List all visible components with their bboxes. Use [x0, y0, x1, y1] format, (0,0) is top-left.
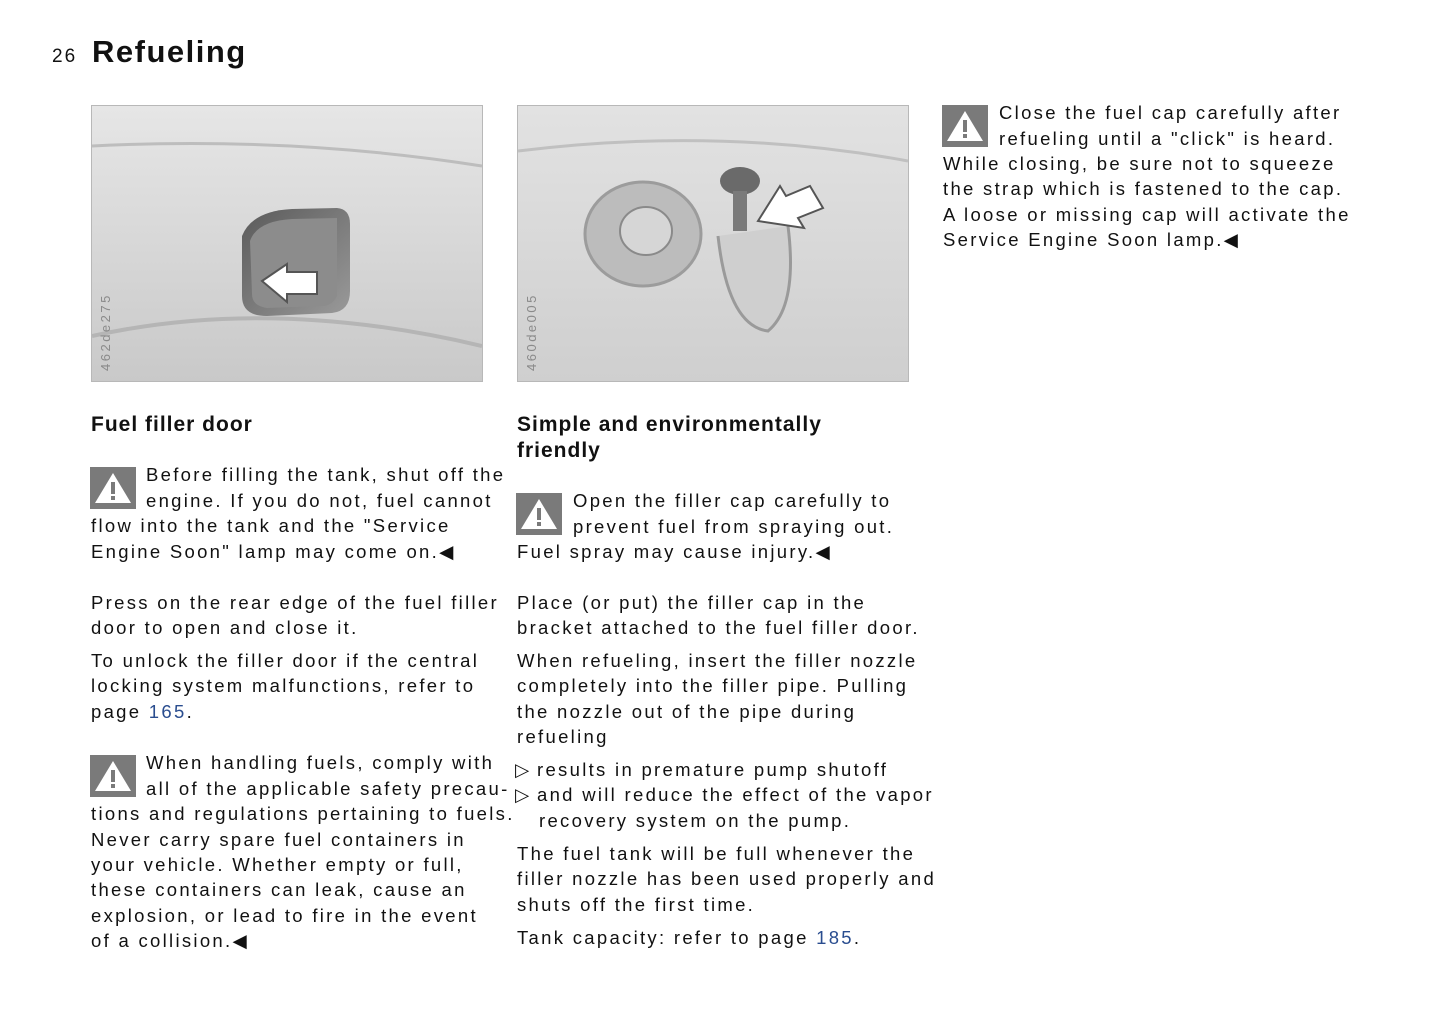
paragraph-line: To unlock the filler door if the central	[91, 650, 480, 671]
paragraph-line: bracket attached to the fuel filler door.	[517, 617, 920, 638]
section-heading: Fuel filler door	[91, 413, 253, 436]
paragraph-line: completely into the filler pipe. Pulling	[517, 675, 909, 696]
warning-text-line: prevent fuel from spraying out.	[573, 516, 895, 537]
warning-text-line: flow into the tank and the "Service	[91, 515, 451, 536]
warning-text-line: While closing, be sure not to squeeze	[943, 153, 1336, 174]
fuel-filler-door-image	[91, 105, 483, 382]
list-item: ▷ and will reduce the effect of the vapor	[515, 782, 934, 808]
fuel-cap-bracket-image	[517, 105, 909, 382]
page-title: Refueling	[92, 34, 247, 69]
paragraph-line: Tank capacity: refer to page 185.	[517, 927, 862, 948]
bullet-icon: ▷	[515, 784, 532, 805]
warning-text-line: Close the fuel cap carefully after	[999, 102, 1342, 123]
list-item: ▷ results in premature pump shutoff	[515, 757, 888, 783]
warning-text-line: engine. If you do not, fuel cannot	[146, 490, 493, 511]
paragraph-line: Press on the rear edge of the fuel filler	[91, 592, 499, 613]
paragraph-line: filler nozzle has been used properly and	[517, 868, 937, 889]
warning-text-line: your vehicle. Whether empty or full,	[91, 854, 464, 875]
page-link[interactable]: 165	[148, 701, 187, 722]
warning-text-line: refueling until a "click" is heard.	[999, 128, 1336, 149]
paragraph-line: refueling	[517, 726, 609, 747]
paragraph-line: When refueling, insert the filler nozzle	[517, 650, 918, 671]
warning-text-line: Engine Soon" lamp may come on.◀	[91, 541, 456, 562]
paragraph-line: The fuel tank will be full whenever the	[517, 843, 916, 864]
warning-icon	[90, 467, 136, 509]
bullet-icon: ▷	[515, 759, 532, 780]
warning-text-line: Before filling the tank, shut off the	[146, 464, 506, 485]
section-heading: friendly	[517, 439, 601, 462]
warning-text-line: Never carry spare fuel containers in	[91, 829, 466, 850]
paragraph-line: Place (or put) the filler cap in the	[517, 592, 867, 613]
warning-text-line: Fuel spray may cause injury.◀	[517, 541, 833, 562]
warning-text-line: tions and regulations pertaining to fuels.	[91, 803, 515, 824]
warning-text-line: of a collision.◀	[91, 930, 249, 951]
image-code: 460de005	[524, 293, 539, 371]
paragraph-line: door to open and close it.	[91, 617, 359, 638]
paragraph-line: the nozzle out of the pipe during	[517, 701, 857, 722]
warning-text-line: these containers can leak, cause an	[91, 879, 467, 900]
warning-icon	[90, 755, 136, 797]
image-code: 462de275	[98, 293, 113, 371]
page-number: 26	[52, 46, 78, 67]
warning-icon	[942, 105, 988, 147]
section-heading: Simple and environmentally	[517, 413, 822, 436]
warning-icon	[516, 493, 562, 535]
warning-text-line: A loose or missing cap will activate the	[943, 204, 1351, 225]
warning-text-line: When handling fuels, comply with	[146, 752, 495, 773]
warning-text-line: explosion, or lead to fire in the event	[91, 905, 478, 926]
warning-text-line: all of the applicable safety precau-	[146, 778, 510, 799]
warning-text-line: Open the filler cap carefully to	[573, 490, 892, 511]
list-item-continuation: recovery system on the pump.	[539, 810, 852, 831]
warning-text-line: Service Engine Soon lamp.◀	[943, 229, 1241, 250]
paragraph-line: shuts off the first time.	[517, 894, 756, 915]
warning-text-line: the strap which is fastened to the cap.	[943, 178, 1344, 199]
page-link[interactable]: 185	[816, 927, 854, 948]
paragraph-line: page 165.	[91, 701, 195, 722]
paragraph-line: locking system malfunctions, refer to	[91, 675, 476, 696]
